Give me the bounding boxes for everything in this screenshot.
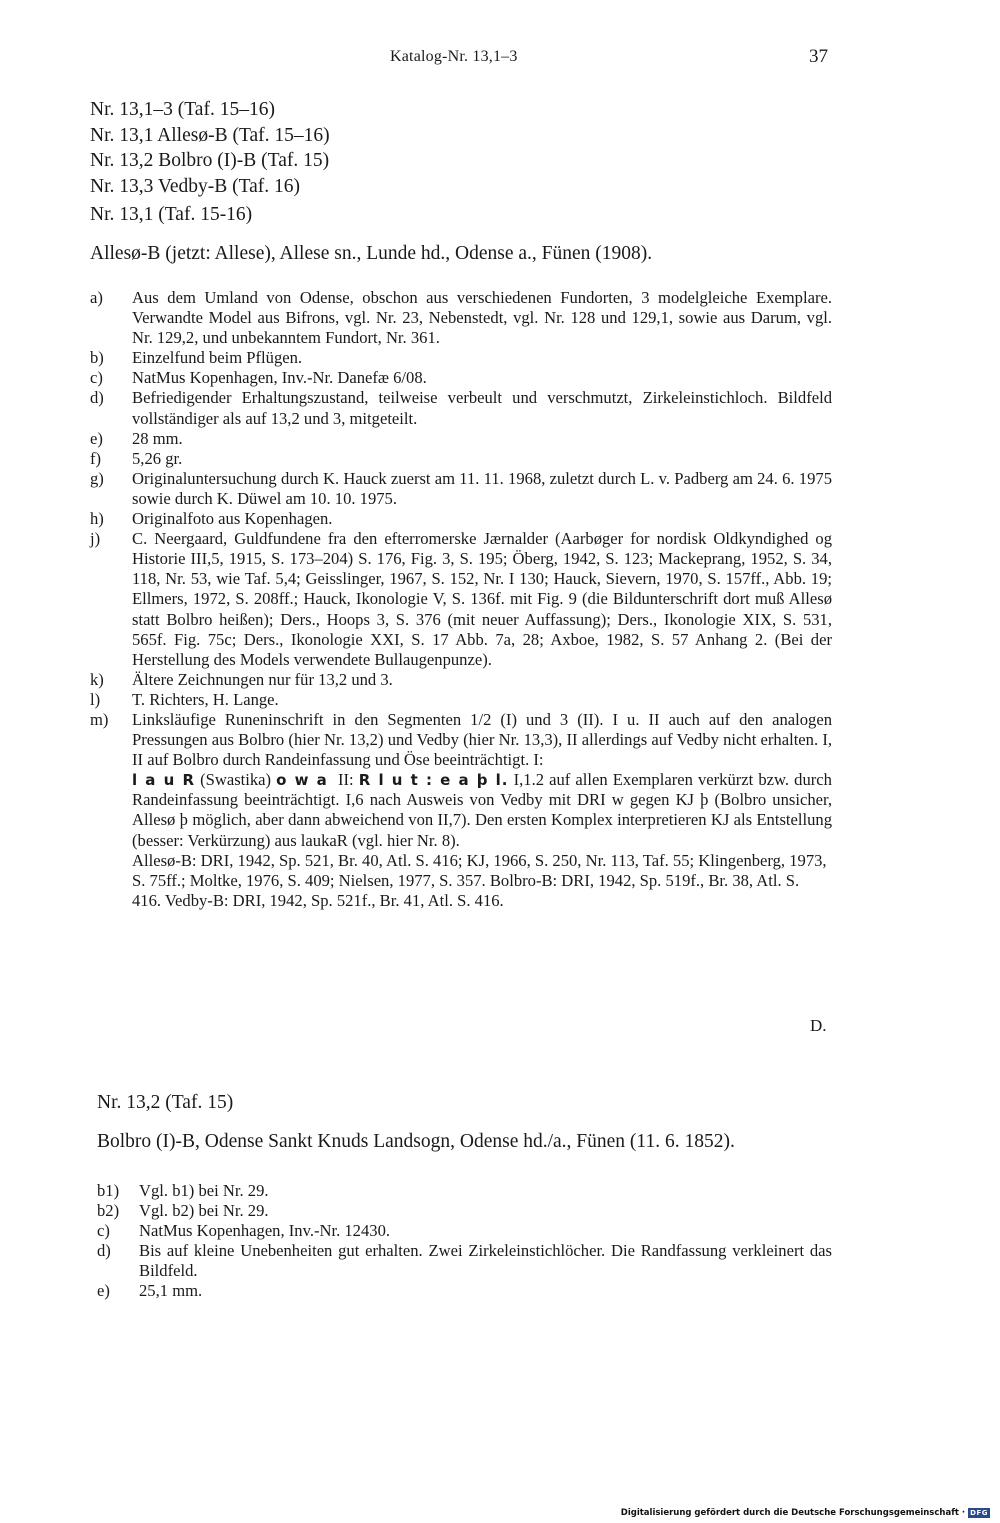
entry-c: c) NatMus Kopenhagen, Inv.-Nr. 12430. <box>97 1221 391 1241</box>
entry-list <box>97 1181 832 1302</box>
entry-b2: b2) Vgl. b2) bei Nr. 29. <box>97 1201 269 1221</box>
entry-e: e) 28 mm. <box>90 428 183 448</box>
catalog-heading: Nr. 13,1–3 (Taf. 15–16) <box>90 99 275 120</box>
section-heading: Nr. 13,2 (Taf. 15) <box>97 1092 234 1113</box>
catalog-headings <box>90 97 330 228</box>
rune-sequence-1: l a u R <box>132 771 195 790</box>
entry-g: g) Originaluntersuchung durch K. Hauck zuerst am 11. 11. 1968, zuletzt durch L. v. Padberg am 24. 6. 1975 sowie durch K. Düwel am 10. 10. 1975. <box>90 468 832 508</box>
entry-k: k) Ältere Zeichnungen nur für 13,2 und 3. <box>90 669 393 689</box>
footer-text: Digitalisierung gefördert durch die Deutsche Forschungsgemeinschaft · <box>620 1507 966 1518</box>
catalog-heading: Nr. 13,2 Bolbro (I)-B (Taf. 15) <box>90 150 330 171</box>
rune-sequence-3: R l u t : e a þ l. <box>358 771 509 790</box>
page-number: 37 <box>809 46 828 67</box>
entry-c: c) NatMus Kopenhagen, Inv.-Nr. Danefæ 6/08. <box>90 368 427 388</box>
inscription-references: Allesø-B: DRI, 1942, Sp. 521, Br. 40, Atl. S. 416; KJ, 1966, S. 250, Nr. 113, Taf. 55; Klingenberg, 1973, S. 75ff.; Moltke, 1976, S. 409; Nielsen, 1977, S. 357. Bolbro-B: DRI, 1942, Sp. 519f., Br. 38, Atl. S. 416. Vedby-B: DRI, 1942, Sp. 521f., Br. 41, Atl. S. 416. <box>132 850 827 910</box>
catalog-heading: Nr. 13,1 Allesø-B (Taf. 15–16) <box>90 124 330 146</box>
author-signature: D. <box>810 1016 827 1035</box>
catalog-heading: Nr. 13,3 Vedby-B (Taf. 16) <box>90 175 301 197</box>
entry-e: e) 25,1 mm. <box>97 1281 203 1301</box>
entry-b: b) Einzelfund beim Pflügen. <box>90 348 303 368</box>
entry-b1: b1) Vgl. b1) bei Nr. 29. <box>97 1181 269 1200</box>
swastika-note: (Swastika) <box>200 770 272 790</box>
running-title: Katalog-Nr. 13,1–3 <box>390 48 518 65</box>
entry-list <box>90 288 832 911</box>
catalog-heading: Nr. 13,1 (Taf. 15-16) <box>90 204 253 225</box>
entry-h: h) Originalfoto aus Kopenhagen. <box>90 509 333 529</box>
entry-m-runic-inscription: m) Linksläufige Runeninschrift in den Segmenten 1/2 (I) und 3 (II). I u. II auch auf den analogen Pressungen aus Bolbro (hier Nr. 13,2) und Vedby (hier Nr. 13,3), II allerdings auf Vedby nicht erhalten. I, II auf Bolbro durch Randeinfassung und Öse beeinträchtigt. I: l a u R (Swastika) o w a II: R l u t : e a þ l. I,1.2 auf allen Exemplaren verkürzt bzw. durch Randeinfassung beeinträchtigt. I,6 nach Ausweis von Vedby mit DRI w gegen KJ þ (Bolbro unsicher, Allesø þ möglich, aber dann abweichend von II,7). Den ersten Komplex interpretieren KJ als Entstellung (besser: Verkürzung) aus laukaR (vgl. hier Nr. 8). Allesø-B: DRI, 1942, Sp. 521, Br. 40, Atl. S. 416; KJ, 1966, S. 250, Nr. 113, Taf. 55; Klingenberg, 1973, S. 75ff.; Moltke, 1976, S. 409; Nielsen, 1977, S. 357. Bolbro-B: DRI, 1942, Sp. 519f., Br. 38, Atl. S. 416. Vedby-B: DRI, 1942, Sp. 521f., Br. 41, Atl. S. 416. <box>90 709 832 910</box>
entry-d: d) Befriedigender Erhaltungszustand, teilweise verbeult und verschmutzt, Zirkeleinstichloch. Bildfeld vollständiger als auf 13,2 und 3, mitgeteilt. <box>90 388 832 428</box>
site-title: Bolbro (I)-B, Odense Sankt Knuds Landsogn, Odense hd./a., Fünen (11. 6. 1852). <box>97 1131 735 1152</box>
entry-l: l) T. Richters, H. Lange. <box>90 689 279 709</box>
running-head <box>0 46 1000 70</box>
inscription-text: Linksläufige Runeninschrift in den Segmenten 1/2 (I) und 3 (II). I u. II auch auf den analogen Pressungen aus Bolbro (hier Nr. 13,2) und Vedby (hier Nr. 13,3), II allerdings auf Vedby nicht erhalten. I, II auf Bolbro durch Randeinfassung und Öse beeinträchtigt. I: l a u R (Swastika) o w a II: R l u t : e a þ l. I,1.2 auf allen Exemplaren verkürzt bzw. durch Randeinfassung beeinträchtigt. I,6 nach Ausweis von Vedby mit DRI w gegen KJ þ (Bolbro unsicher, Allesø þ möglich, aber dann abweichend von II,7). Den ersten Komplex interpretieren KJ als Entstellung (besser: Verkürzung) aus laukaR (vgl. hier Nr. 8). <box>132 709 832 850</box>
rune-sequence-2: o w a <box>276 771 328 790</box>
entry-a: a) Aus dem Umland von Odense, obschon aus verschiedenen Fundorten, 3 modelgleiche Exemplare. Verwandte Model aus Bifrons, vgl. Nr. 23, Nebenstedt, vgl. Nr. 128 und 129,1, sowie aus Darum, vgl. Nr. 129,2, und unbekanntem Fundort, Nr. 361. <box>90 288 832 348</box>
entry-f: f) 5,26 gr. <box>90 448 183 468</box>
dfg-logo-icon: DFG <box>970 1508 988 1517</box>
digitization-footer <box>621 1506 990 1519</box>
entry-d: d) Bis auf kleine Unebenheiten gut erhalten. Zwei Zirkeleinstichlöcher. Die Randfassung verkleinert das Bildfeld. <box>97 1241 832 1281</box>
site-title: Allesø-B (jetzt: Allese), Allese sn., Lunde hd., Odense a., Fünen (1908). <box>90 243 653 264</box>
entry-j-bibliography: j) C. Neergaard, Guldfundene fra den efterromerske Jærnalder (Aarbøger for nordisk Oldkyndighed og Historie III,5, 1915, S. 173–204) S. 176, Fig. 3, S. 195; Öberg, 1942, S. 123; Mackeprang, 1952, S. 34, 118, Nr. 53, wie Taf. 5,4; Geisslinger, 1967, S. 152, Nr. I 130; Hauck, Sievern, 1970, S. 157ff., Abb. 19; Ellmers, 1972, S. 208ff.; Hauck, Ikonologie V, S. 136f. mit Fig. 9 (die Bildunterschrift dort muß Allesø statt Bolbro heißen); Ders., Hoops 3, S. 376 (mit neuer Auffassung); Ders., Ikonologie XIX, S. 531, 565f. Fig. 75c; Ders., Ikonologie XXI, S. 17 Abb. 7a, 28; Axboe, 1982, S. 57 Anhang 2. (Bei der Herstellung des Models verwendete Bullaugenpunze). <box>90 529 832 669</box>
